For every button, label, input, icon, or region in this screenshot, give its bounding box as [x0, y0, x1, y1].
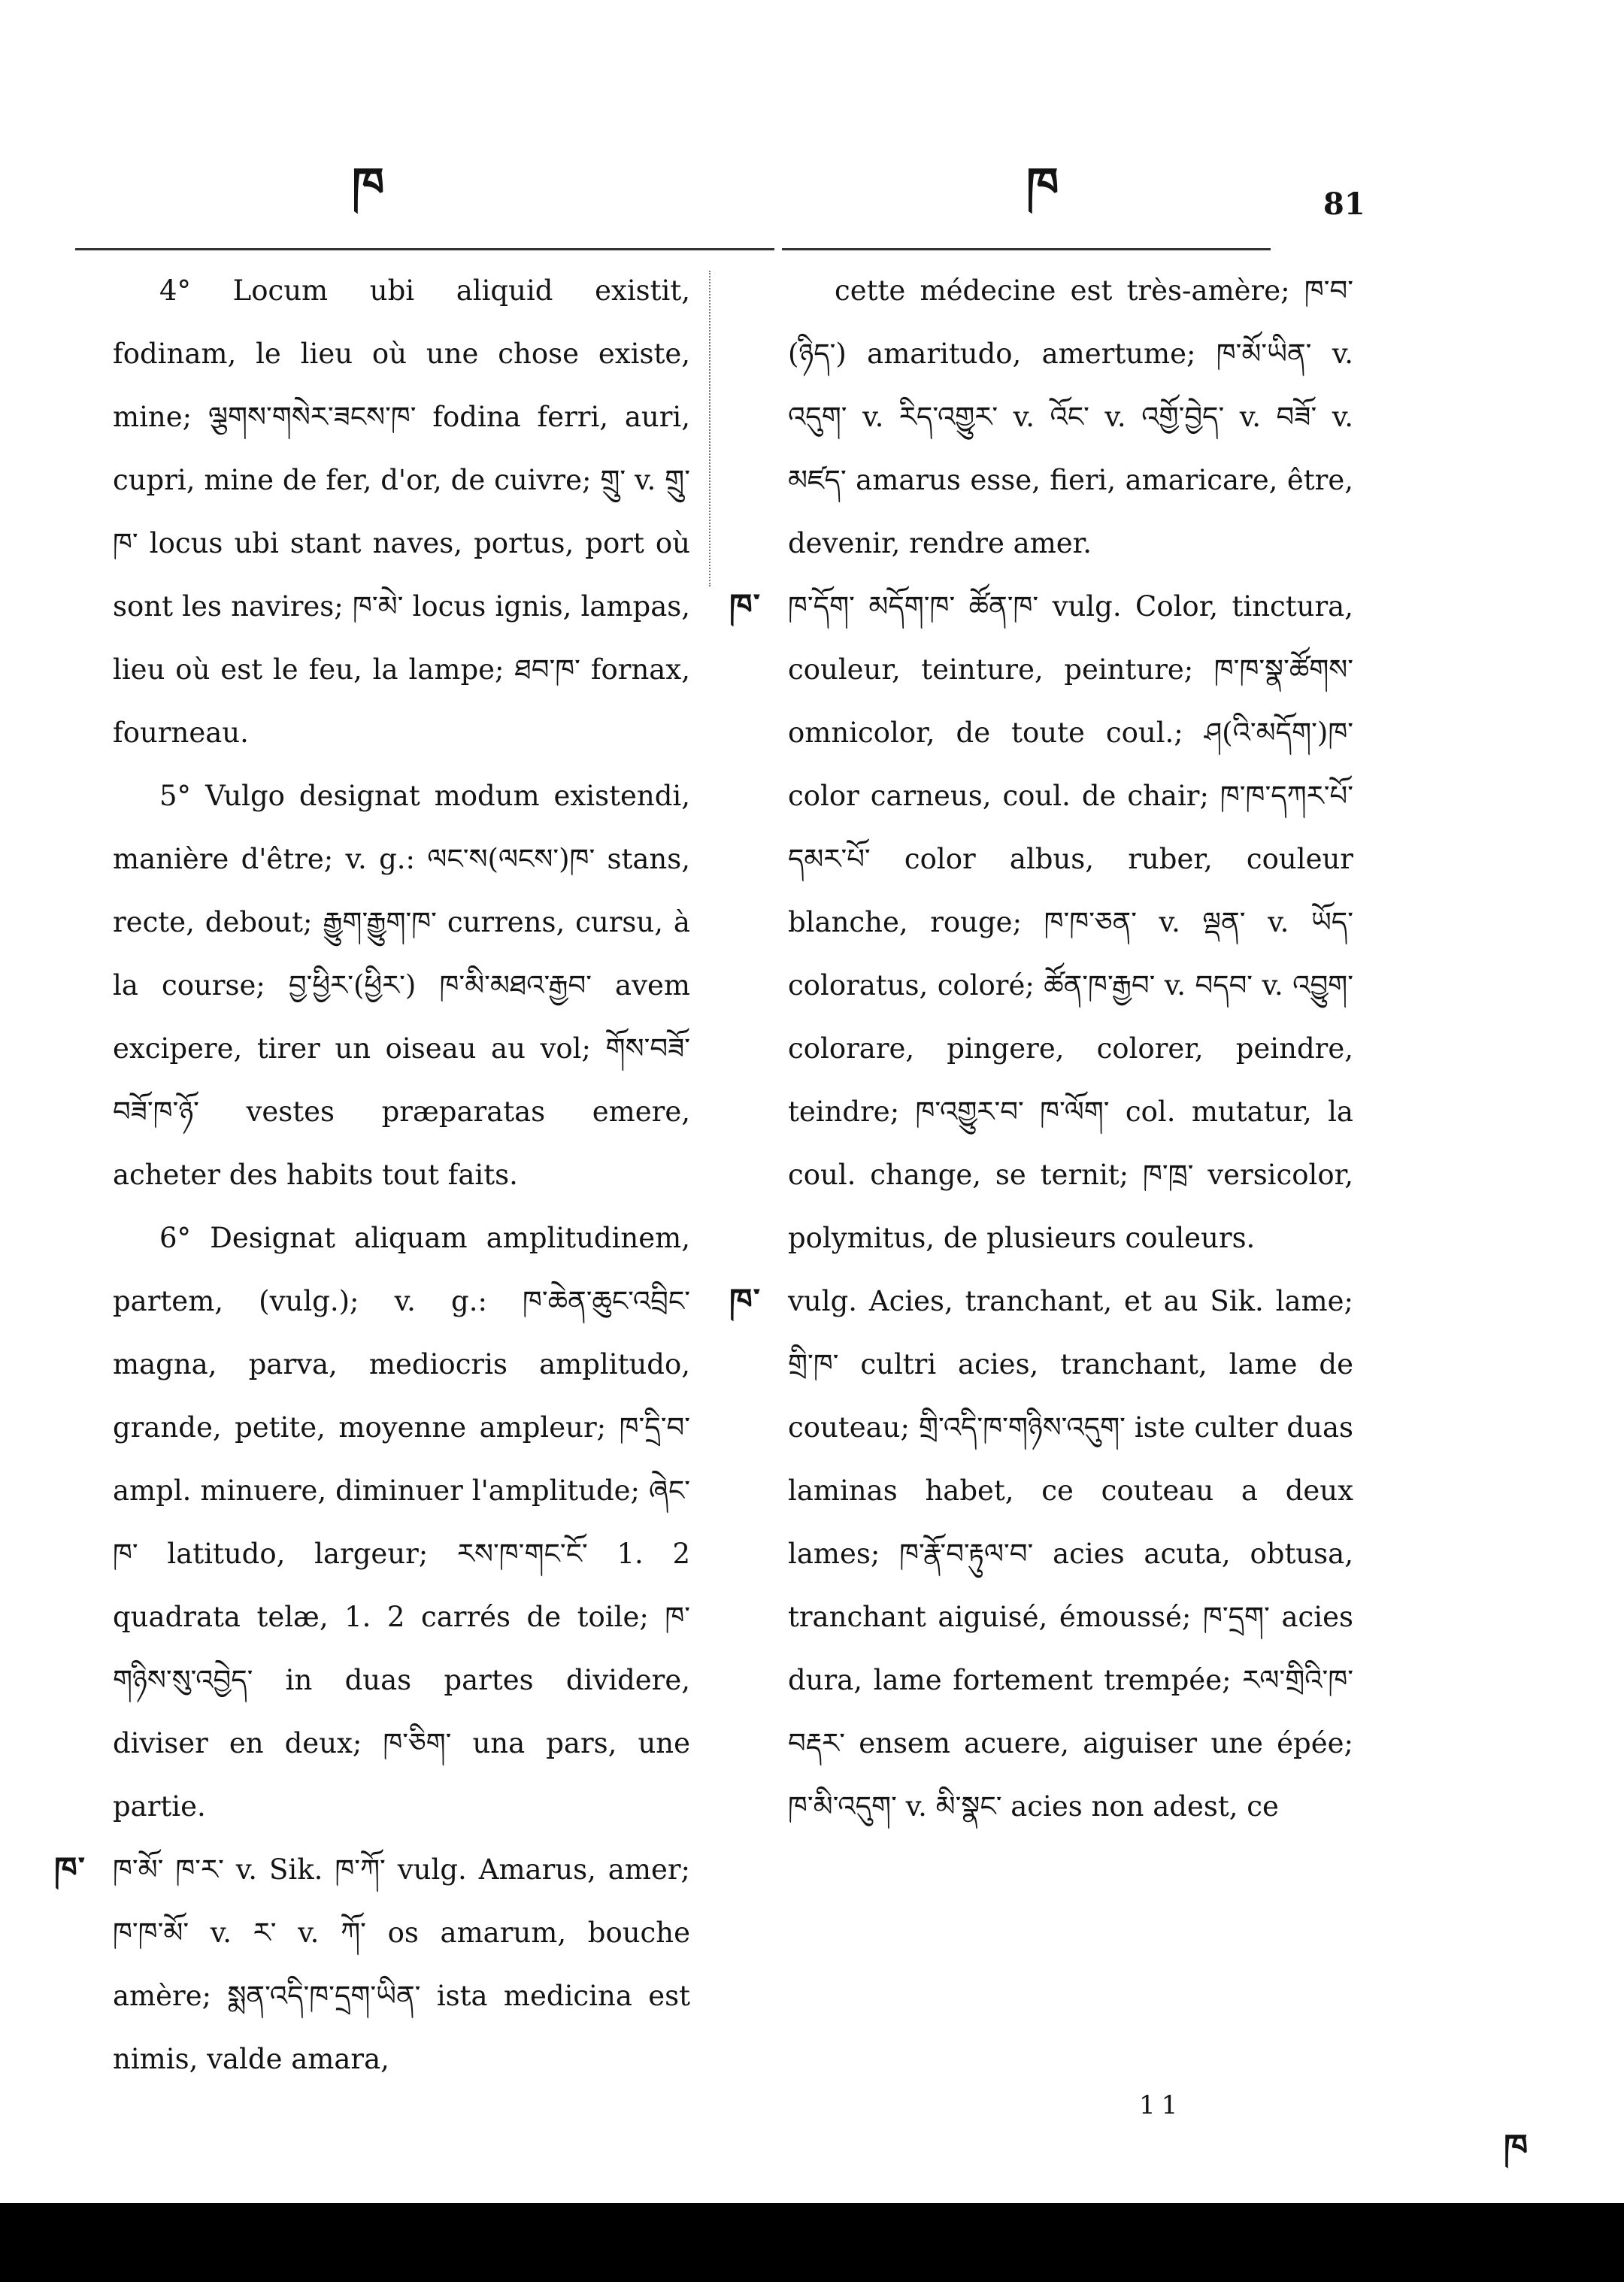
entry-text: 5° Vulgo designat modum existendi, manière d'être; v. g.: ལང་ས(ལངས་)ཁ་ stans, recte, debout; རྒྱུག་རྒྱུག་ཁ་ currens, cursu, à la course; བྱ་ཕྱིར་(ཕྱིར་) ཁ་མི་མཐའ་རྒྱབ་ avem excipere, tirer un oiseau au vol; གོས་བཟོ་བཟོ་ཁ་ཉོ་ vestes præparatas emere, acheter des habits tout faits. [113, 780, 690, 1191]
header-rule-right [782, 248, 1271, 250]
header-left-glyph: ཁ [352, 157, 386, 212]
signature-mark: 11 [1139, 2090, 1184, 2120]
entry-text: cette médecine est très-amère; ཁ་བ་(ཉིད་) amaritudo, amertume; ཁ་མོ་ཡིན་ v. འདུག་ v. རིད་འགྱུར་ v. འོང་ v. འགྱོ་བྱེད་ v. བཟོ་ v. མཛད་ amarus esse, fieri, amaricare, être, devenir, rendre amer. [788, 274, 1353, 559]
entry-acies [729, 1270, 1353, 1838]
header-rule-left [75, 248, 774, 250]
page-number: 81 [1323, 186, 1365, 222]
entry-amplitudo [113, 1207, 690, 1838]
right-column [729, 259, 1353, 1838]
entry-modus [113, 765, 690, 1207]
entry-text: vulg. Acies, tranchant, et au Sik. lame; གྲི་ཁ་ cultri acies, tranchant, lame de couteau; གྲི་འདི་ཁ་གཉིས་འདུག་ iste culter duas laminas habet, ce couteau a deux lames; ཁ་རྣོ་བ་རྟུལ་བ་ acies acuta, obtusa, tranchant aiguisé, émoussé; ཁ་དྲག་ acies dura, lame fortement trempée; རལ་གྲིའི་ཁ་བརྡར་ ensem acuere, aiguiser une épée; ཁ་མི་འདུག་ v. མི་སྣང་ acies non adest, ce [788, 1285, 1353, 1823]
entry-amarus-continued [788, 259, 1353, 575]
entry-text: ཁ་དོག་ མདོག་ཁ་ ཚོན་ཁ་ vulg. Color, tinctura, couleur, teinture, peinture; ཁ་ཁ་སྣ་ཚོགས་ omnicolor, de toute coul.; ཤ(འི་མདོག་)ཁ་ color carneus, coul. de chair; ཁ་ཁ་དཀར་པོ་དམར་པོ་ color albus, ruber, couleur blanche, rouge; ཁ་ཁ་ཅན་ v. ལྡན་ v. ཡོད་ coloratus, coloré; ཚོན་ཁ་རྒྱབ་ v. བདབ་ v. འབྱུག་ colorare, pingere, colorer, peindre, teindre; ཁ་འགྱུར་བ་ ཁ་ལོག་ col. mutatur, la coul. change, se ternit; ཁ་ཁྲ་ versicolor, polymitus, de plusieurs couleurs. [788, 590, 1353, 1254]
entry-headword: ཁ་ [729, 1282, 762, 1320]
entry-text: 6° Designat aliquam amplitudinem, partem, (vulg.); v. g.: ཁ་ཆེན་ཆུང་འབྲིང་ magna, parva, mediocris amplitudo, grande, petite, moyenne ampleur; ཁ་དྲི་བ་ ampl. minuere, diminuer l'amplitude; ཞེང་ཁ་ latitudo, largeur; རས་ཁ་གང་ངོ་ 1. 2 quadrata telæ, 1. 2 carrés de toile; ཁ་གཉིས་སུ་འབྱེད་ in duas partes dividere, diviser en deux; ཁ་ཅིག་ una pars, une partie. [113, 1222, 690, 1823]
left-column [54, 259, 690, 2091]
entry-text: ཁ་མོ་ ཁ་ར་ v. Sik. ཁ་ཀོ་ vulg. Amarus, amer; ཁ་ཁ་མོ་ v. ར་ v. ཀོ་ os amarum, bouche amère; སྨན་འདི་ཁ་དྲག་ཡིན་ ista medicina est nimis, valde amara, [113, 1853, 690, 2075]
column-divider [709, 271, 710, 586]
entry-color [729, 575, 1353, 1270]
entry-locus [113, 259, 690, 765]
scan-bottom-band [0, 2203, 1624, 2282]
entry-headword: ཁ་ [54, 1850, 86, 1889]
header-right-glyph: ཁ [1026, 157, 1060, 212]
entry-amarus [54, 1838, 690, 2091]
corner-mark: ཁ [1504, 2126, 1529, 2167]
entry-headword: ཁ་ [729, 587, 762, 626]
entry-text: 4° Locum ubi aliquid existit, fodinam, le lieu où une chose existe, mine; ལྕགས་གསེར་ཟངས་ཁ་ fodina ferri, auri, cupri, mine de fer, d'or, de cuivre; གྲུ་ v. གྲུ་ཁ་ locus ubi stant naves, portus, port où sont les navires; ཁ་མེ་ locus ignis, lampas, lieu où est le feu, la lampe; ཐབ་ཁ་ fornax, fourneau. [113, 274, 690, 749]
